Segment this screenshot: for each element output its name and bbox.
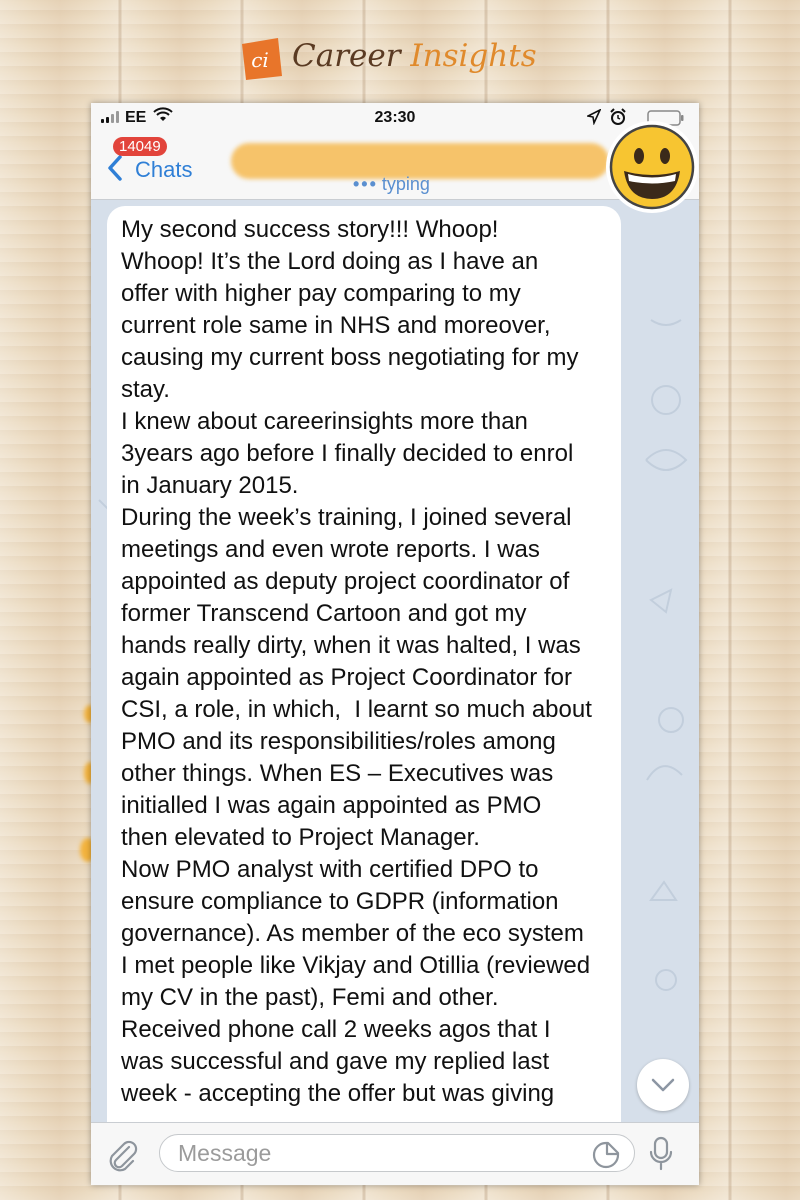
grinning-emoji-icon [604, 119, 699, 215]
brand-name-main: Career [292, 38, 411, 74]
typing-dots-icon: ••• [353, 174, 378, 194]
message-input[interactable] [159, 1134, 635, 1172]
typing-status-text: typing [381, 174, 430, 194]
unread-count-badge: 14049 [113, 137, 167, 156]
logo-lettering: ci [251, 48, 269, 72]
sticker-icon[interactable] [591, 1140, 621, 1170]
message-text: My second success story!!! Whoop! Whoop! It’s the Lord doing as I have an offer with higher pay comparing to my current role same in NHS and moreover, causing my current boss negotiating for my stay. I knew about careerinsights more than 3years ago before I finally decided to enrol in January 2015. During the week’s training, I joined several meetings and even wrote reports. I was appointed as deputy project coordinator of former Transcend Cartoon and got my hands really dirty, when it was halted, I was again appointed as Project Coordinator for CSI, a role, in which, I learnt so much about PMO and its responsibilities/roles among other things. When ES – Executives was initialled I was again appointed as PMO then elevated to Project Manager. Now PMO analyst with certified DPO to ensure compliance to GDPR (information governance). As member of the eco system I met people like Vikjay and Otillia (reviewed my CV in the past), Femi and other. Received phone call 2 weeks agos that I was successful and gave my replied last week - accepting the offer but was giving [121, 216, 592, 1107]
message-composer [91, 1122, 699, 1185]
brand-header [0, 14, 800, 94]
chat-area[interactable] [91, 200, 699, 1122]
paperclip-icon[interactable] [105, 1137, 139, 1173]
phone-screen [91, 103, 699, 1185]
scroll-to-bottom-button[interactable] [637, 1059, 689, 1111]
chevron-left-icon[interactable] [107, 155, 123, 181]
chevron-down-icon [651, 1077, 675, 1093]
brand-name [292, 38, 537, 74]
career-insights-logo-icon [238, 36, 284, 82]
carrier-label: EE [125, 109, 147, 126]
typing-indicator [353, 174, 430, 195]
microphone-icon[interactable] [649, 1136, 673, 1172]
back-button[interactable]: Chats [135, 157, 193, 182]
brand-name-accent: Insights [410, 38, 537, 74]
clock: 23:30 [374, 109, 416, 126]
incoming-message-bubble[interactable] [107, 206, 621, 1146]
location-arrow-icon [587, 109, 601, 125]
